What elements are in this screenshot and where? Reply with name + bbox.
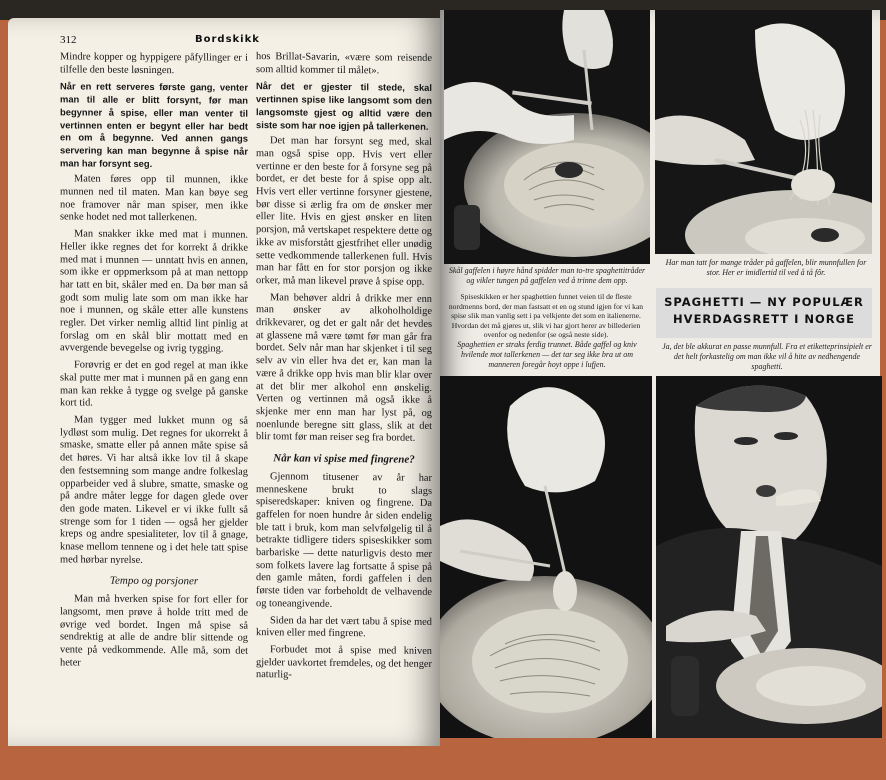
section-heading: Tempo og porsjoner (109, 575, 199, 588)
paragraph: Man snakker ikke med mat i munnen. Heller ikke regnes det for korrekt å drikke med mat i munnen — unntatt hvis en annen, som ikke er oppmerksom på at man nettopp har tatt en bit, skåler med en. Da bør man så godt som mulig late som om man ikke har noe i munnen, og skåle etter alle kunstens regler. Det virker nemlig alltid lint pinlig at forslag om en skål blir mottatt med en avvergende bevegelse og ivrig tygging. (60, 228, 248, 355)
bold-paragraph: Når en rett serveres første gang, venter man til alle er blitt forsynt, før man begynner å spise, eller man venter til vertinnen enten er begynt eller har bedt en om å begynne. Ved annen gangs servering kan man begynne å spise når man har forsynt seg. (60, 80, 248, 169)
caption-photo-2: Har man tatt for mange tråder på gaffelen, blir munnfullen for stor. Her er imidlertid til ved å tå fôr. (665, 258, 867, 277)
paragraph: Gjennom titusener av år har menneskene brukt to slags spiseredskaper: kniven og fingrene. Da gaffelen for noen hundre år siden endelig ble tatt i bruk, kom man selvfølgelig til å betrakte tidligere tiders spiseskikker som barbariske — dette naturligvis desto mer som folkets lavere lag fortsatte å spise på den gamle måten, fordi gaffelen i den første tiden var forbeholdt de velhavende og toneangivende. (256, 471, 432, 610)
text-column-2 (256, 51, 432, 688)
running-title: Bordskikk (195, 34, 260, 45)
spaghetti-photo-4 (656, 376, 882, 738)
caption-photo-1: Skål gaffelen i høyre hånd spidder man to-tre spaghettitråder og vikler tungen på gaffelen ved å trinne dem opp. (448, 266, 646, 285)
paragraph: Siden da har det vært tabu å spise med kniven eller med fingrene. (256, 614, 432, 640)
paragraph: Man må hverken spise for fort eller for langsomt, men prøve å holde tritt med de øvrige ved bordet. Ingen må spise så sendrektig at alle de andre blir sittende og vente på vedkommende. Alle må, som det heter (60, 593, 248, 669)
paragraph: hos Brillat-Savarin, «være som reisende som alltid kommer til målet». (256, 51, 432, 77)
paragraph: Mindre kopper og hyppigere påfyllinger er i tilfelle den beste løsningen. (60, 51, 248, 76)
caption-photo-3: Spaghettien er straks ferdig trunnet. Både gaffel og kniv hvilende mot tallerkenen — det tar seg ikke bra ut om manneren foregår hoyt oppe i lufjen. (457, 340, 637, 369)
article-title-line-1: SPAGHETTI — NY POPULÆR (664, 295, 864, 309)
spaghetti-photo-2 (655, 10, 872, 254)
page-number: 312 (60, 34, 77, 46)
article-title-line-2: HVERDAGSRETT I NORGE (673, 312, 855, 326)
caption-intro: Spiseskikken er her spaghettien funnet veien til de fleste nordmenns bord, der man fastsatt et en og stund igjen for vi kan spise slik man vanlig sett i pa velkjente det som en italienerne. Hvordan det må gjøres ut, slik vi har gjort herer av billederien ovenfor og nedenfor (se også neste side). (448, 292, 644, 340)
caption-photo-4: Ja, det ble akkurat en passe munnfull. Fra et etiketteprinsipielt er det helt forkastelig om man ikke vil å hite av nedhengende spaghetti. (662, 342, 872, 371)
paragraph: Det man har forsynt seg med, skal man også spise opp. Hvis vert eller vertinne er den beste for å forsyne seg på bordet, er det beste for å spise opp alt. Hvis vert eller vertinne forsyner gjestene, bør disse si ærlig fra om de ønsker mer eller lite. Hvis en gjest ønsker en liten porsjon, må vertskapet respektere dette og ikke av misforstått gjestfrihet eller unødig sette vedkommende tallerkenen full. Hvis man har fått en for stor porsjon og ikke orker, må man likevel prøve å spise opp. (256, 135, 432, 288)
paragraph: Forøvrig er det en god regel at man ikke skal putte mer mat i munnen på en gang enn man kan rekke å tygge og svelge på ganske kort tid. (60, 359, 248, 409)
article-title-box (656, 288, 872, 338)
paragraph: Maten føres opp til munnen, ikke munnen ned til maten. Man kan bøye seg noe framover når man spiser, men ikke senke hodet ned mot tallerkenen. (60, 173, 248, 224)
paragraph: Man tygger med lukket munn og så lydløst som mulig. Det regnes for ukorrekt å smaske, smatte eller på annen måte spise så det høres. Vi har altså ikke lov til å skape den festsemning som mange andre folkeslag opparbeider ved å slubre, smatte, smaske og på andre måter legge for dagen glede over den gode maten. Likevel er vi ikke fullt så strenge som for 1 tiden — også her gjelder kreps og andre spesialiteter, lov til å gnage, knase mellom tennene og i det hele tatt spise med hørbar nyrelse. (60, 414, 248, 566)
spaghetti-photo-1 (444, 10, 650, 264)
bold-paragraph: Når det er gjester til stede, skal vertinnen spise like langsomt som den langsomste gjest og alltid være den siste som har noe igjen på tallerkenen. (256, 80, 432, 132)
section-heading: Når kan vi spise med fingrene? (273, 452, 415, 466)
spaghetti-photo-3 (440, 376, 652, 738)
paragraph: Man behøver aldri å drikke mer enn man ønsker av alkoholholdige drikkevarer, og det er galt når det hevdes at glassene må være tømt før man går fra bordet. Selv når man har skjenket i til seg selv av vin eller hva det er, kan man la være å drikke opp hvis man blir klar over at det blir mer alkohol enn ønskelig. Verten og vertinnen må også ikke å skjenke mer enn man har lyst på, og noenlunde beregne sitt glass, slik at det blir tomt før man reiser seg fra bordet. (256, 291, 432, 445)
text-column-1 (60, 51, 248, 675)
paragraph: Forbudet mot å spise med kniven gjelder uavkortet fremdeles, og det henger naturlig- (256, 644, 432, 681)
